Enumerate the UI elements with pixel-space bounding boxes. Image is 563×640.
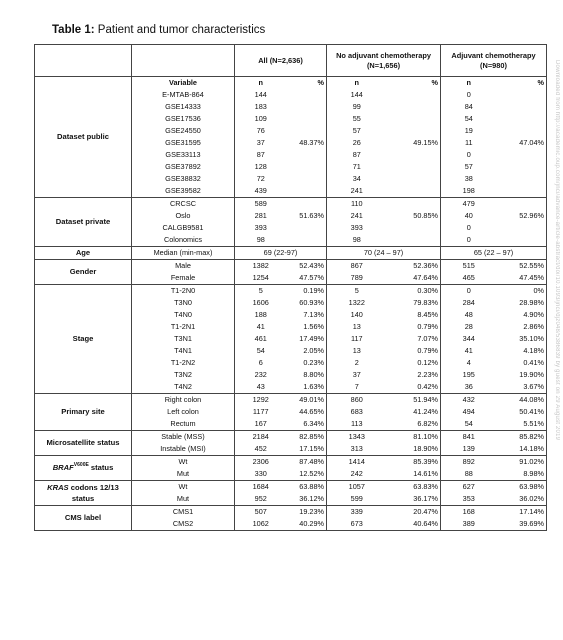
all-n-cell: 330 [235, 468, 287, 481]
table-row [35, 456, 547, 469]
noadj-pct-cell [387, 198, 441, 211]
variable-cell: GSE17536 [132, 113, 235, 125]
adj-n-cell: 0 [466, 150, 471, 159]
adj-pct-cell [497, 161, 547, 173]
adj-n-cell: 494 [462, 407, 475, 416]
adj-n-cell: 54 [441, 418, 497, 431]
noadj-n-cell: 55 [352, 114, 361, 123]
adj-pct-cell [497, 113, 547, 125]
variable-cell: GSE38832 [132, 173, 235, 185]
all-median-cell: 69 (22-97) [235, 247, 327, 260]
all-pct-cell [287, 234, 327, 247]
noadj-n-cell: 140 [350, 310, 363, 319]
variable-cell: GSE31595 [132, 137, 235, 149]
all-pct-cell [287, 101, 327, 113]
noadj-pct-cell [387, 149, 441, 161]
all-n-cell: 507 [235, 506, 287, 519]
variable-cell: CALGB9581 [132, 222, 235, 234]
variable-cell: Median (min-max) [132, 247, 235, 260]
noadj-pct-cell [387, 89, 441, 101]
noadj-pct-cell: 0.79% [387, 321, 441, 333]
variable-cell: Female [132, 272, 235, 285]
adj-pct-cell: 28.98% [519, 298, 545, 307]
adj-pct-cell [497, 185, 547, 198]
adj-pct-cell: 44.08% [497, 394, 547, 407]
variable-cell: CMS2 [132, 518, 235, 531]
noadj-pct-cell: 36.17% [387, 493, 441, 506]
noadj-pct-cell [387, 113, 441, 125]
noadj-n-cell: 110 [327, 198, 387, 211]
noadj-pct-cell [387, 185, 441, 198]
kras-status: status [71, 494, 95, 503]
all-n-cell: 37 [256, 138, 265, 147]
noadj-n-cell: 87 [352, 150, 361, 159]
all-n-cell: 232 [254, 370, 267, 379]
variable-cell: Rectum [132, 418, 235, 431]
variable-cell: T3N2 [132, 369, 235, 381]
variable-cell: Male [132, 260, 235, 273]
group-label-stage: Stage [35, 285, 132, 394]
noadj-pct-cell: 8.45% [387, 309, 441, 321]
noadj-pct-cell: 7.07% [387, 333, 441, 345]
noadj-pct-cell: 0.30% [387, 285, 441, 298]
header-adjuvant: Adjuvant chemotherapy (N=980) [441, 45, 547, 77]
adj-pct-cell: 8.98% [497, 468, 547, 481]
variable-cell: T1-2N1 [132, 321, 235, 333]
variable-cell: Wt [132, 456, 235, 469]
noadj-pct-cell: 0.42% [387, 381, 441, 394]
column-header-row [35, 45, 547, 77]
all-n-cell: 1177 [252, 407, 269, 416]
adj-n-cell: 892 [441, 456, 497, 469]
all-pct-cell: 44.65% [287, 406, 327, 418]
noadj-n-cell: 789 [327, 272, 387, 285]
table-row [35, 506, 547, 519]
noadj-n-cell: 242 [327, 468, 387, 481]
noadj-n-cell: 57 [352, 126, 361, 135]
adj-n-cell: 84 [464, 102, 473, 111]
adj-pct-cell: 3.67% [497, 381, 547, 394]
kras-codons: codons 12/13 [68, 483, 119, 492]
noadj-n-cell: 683 [350, 407, 363, 416]
noadj-n-cell: 241 [350, 211, 363, 220]
noadj-pct-cell: 2.23% [387, 369, 441, 381]
adj-pct-cell [497, 101, 547, 113]
patient-tumor-table [34, 44, 547, 531]
adj-n-cell: 195 [462, 370, 475, 379]
variable-cell: GSE33113 [132, 149, 235, 161]
all-n-cell: 5 [235, 285, 287, 298]
all-pct-cell [287, 161, 327, 173]
group-label-braf [35, 456, 132, 481]
variable-cell: Oslo [132, 210, 235, 222]
variable-cell: Left colon [132, 406, 235, 418]
adj-n-cell: 0 [441, 234, 497, 247]
all-n-cell: 128 [254, 162, 267, 171]
adj-pct-cell: 52.55% [497, 260, 547, 273]
group-label-gender: Gender [35, 260, 132, 285]
noadj-n-cell: 37 [352, 370, 361, 379]
variable-cell: E-MTAB-864 [132, 89, 235, 101]
group-label-dataset-public: Dataset public [35, 77, 132, 198]
all-n-cell: 952 [235, 493, 287, 506]
all-n-cell: 144 [254, 90, 267, 99]
all-pct-cell [287, 198, 327, 211]
all-pct-cell: 48.37% [287, 137, 327, 149]
adj-pct-cell: 4.18% [523, 346, 545, 355]
all-pct-cell [287, 149, 327, 161]
noadj-n-cell: 144 [350, 90, 363, 99]
noadj-n-cell: 7 [327, 381, 387, 394]
n-header: n [441, 77, 497, 90]
noadj-n-cell: 2 [354, 358, 359, 367]
adj-n-cell: 54 [464, 114, 473, 123]
adj-pct-cell: 39.69% [497, 518, 547, 531]
all-n-cell: 1254 [235, 272, 287, 285]
noadj-pct-cell: 18.90% [387, 443, 441, 456]
adj-n-cell: 353 [441, 493, 497, 506]
all-n-cell: 183 [254, 102, 267, 111]
noadj-n-cell: 241 [327, 185, 387, 198]
adj-pct-cell: 47.45% [497, 272, 547, 285]
all-n-cell: 188 [254, 310, 267, 319]
noadj-pct-cell [387, 101, 441, 113]
all-pct-cell [287, 222, 327, 234]
adj-n-cell: 0 [466, 223, 471, 232]
noadj-n-cell: 1057 [327, 481, 387, 494]
adj-n-cell: 515 [441, 260, 497, 273]
adj-n-cell: 139 [441, 443, 497, 456]
adj-n-cell: 627 [441, 481, 497, 494]
variable-cell: GSE24550 [132, 125, 235, 137]
variable-cell: T4N2 [132, 381, 235, 394]
all-n-cell: 6 [258, 358, 263, 367]
all-pct-cell [287, 173, 327, 185]
table-row [35, 247, 547, 260]
adj-n-cell: 41 [464, 346, 473, 355]
noadj-pct-cell: 85.39% [387, 456, 441, 469]
noadj-pct-cell: 41.24% [387, 406, 441, 418]
noadj-median-cell: 70 (24 – 97) [327, 247, 441, 260]
adj-pct-cell [497, 222, 547, 234]
braf-suffix: status [88, 463, 114, 472]
all-pct-cell [287, 89, 327, 101]
noadj-pct-cell: 47.64% [387, 272, 441, 285]
braf-mutation: V600E [73, 462, 89, 468]
noadj-n-cell: 599 [327, 493, 387, 506]
n-header: n [327, 77, 387, 90]
all-pct-cell: 60.93% [287, 297, 327, 309]
all-pct-cell: 0.23% [287, 357, 327, 369]
all-pct-cell: 6.34% [287, 418, 327, 431]
all-n-cell: 54 [256, 346, 265, 355]
group-label-dataset-private: Dataset private [35, 198, 132, 247]
adj-pct-cell [497, 149, 547, 161]
variable-cell: Right colon [132, 394, 235, 407]
adj-pct-cell [497, 234, 547, 247]
adj-n-cell: 88 [441, 468, 497, 481]
adj-n-cell: 38 [464, 174, 473, 183]
variable-cell: T3N1 [132, 333, 235, 345]
all-n-cell: 1382 [235, 260, 287, 273]
adj-n-cell: 284 [462, 298, 475, 307]
adj-pct-cell [497, 173, 547, 185]
all-pct-cell: 1.56% [287, 321, 327, 333]
noadj-pct-cell [387, 222, 441, 234]
noadj-pct-cell: 40.64% [387, 518, 441, 531]
noadj-pct-cell: 50.85% [387, 210, 441, 222]
noadj-pct-cell: 20.47% [387, 506, 441, 519]
noadj-n-cell: 13 [352, 346, 361, 355]
variable-cell: Mut [132, 493, 235, 506]
adj-n-cell: 4 [466, 358, 471, 367]
all-pct-cell: 17.49% [287, 333, 327, 345]
adj-pct-cell: 47.04% [519, 138, 545, 147]
adj-pct-cell: 0.41% [523, 358, 545, 367]
adj-median-cell: 65 (22 – 97) [441, 247, 547, 260]
all-pct-cell: 87.48% [287, 456, 327, 469]
adj-n-cell: 48 [464, 310, 473, 319]
all-n-cell: 1684 [235, 481, 287, 494]
group-label-cms: CMS label [35, 506, 132, 531]
all-n-cell: 393 [254, 223, 267, 232]
variable-cell: T3N0 [132, 297, 235, 309]
table-row [35, 431, 547, 444]
table-body [35, 77, 547, 531]
noadj-n-cell: 1322 [348, 298, 365, 307]
variable-cell: Stable (MSS) [132, 431, 235, 444]
noadj-pct-cell: 63.83% [387, 481, 441, 494]
noadj-n-cell: 26 [352, 138, 361, 147]
noadj-n-cell: 339 [327, 506, 387, 519]
adj-pct-cell [497, 89, 547, 101]
braf-gene: BRAF [52, 463, 74, 472]
adj-pct-cell: 2.86% [523, 322, 545, 331]
noadj-pct-cell [387, 173, 441, 185]
variable-cell: GSE37892 [132, 161, 235, 173]
all-n-cell: 167 [235, 418, 287, 431]
all-n-cell: 87 [256, 150, 265, 159]
adj-n-cell: 479 [441, 198, 497, 211]
adj-n-cell: 40 [464, 211, 473, 220]
table-row [35, 198, 547, 211]
group-label-primary-site: Primary site [35, 394, 132, 431]
noadj-pct-cell: 0.12% [387, 357, 441, 369]
adj-n-cell: 389 [441, 518, 497, 531]
noadj-n-cell: 867 [327, 260, 387, 273]
group-label-msi: Microsatellite status [35, 431, 132, 456]
all-n-cell: 452 [235, 443, 287, 456]
table-title-prefix: Table 1: [52, 24, 95, 36]
adj-n-cell: 11 [464, 138, 473, 147]
adj-n-cell: 0 [441, 285, 497, 298]
adj-n-cell: 465 [441, 272, 497, 285]
adj-n-cell: 432 [441, 394, 497, 407]
adj-pct-cell: 0% [497, 285, 547, 298]
noadj-n-cell: 673 [327, 518, 387, 531]
noadj-n-cell: 313 [327, 443, 387, 456]
noadj-pct-cell: 49.15% [387, 137, 441, 149]
table-title [52, 24, 265, 36]
all-pct-cell: 63.88% [287, 481, 327, 494]
all-n-cell: 1062 [235, 518, 287, 531]
all-n-cell: 461 [254, 334, 267, 343]
variable-cell: Mut [132, 468, 235, 481]
adj-pct-cell: 91.02% [497, 456, 547, 469]
adj-pct-cell: 85.82% [497, 431, 547, 444]
all-pct-cell [287, 125, 327, 137]
adj-pct-cell: 14.18% [497, 443, 547, 456]
table-row [35, 77, 547, 90]
adj-n-cell: 19 [464, 126, 473, 135]
all-pct-cell: 51.63% [287, 210, 327, 222]
pct-header: % [387, 77, 441, 90]
adj-pct-cell: 35.10% [519, 334, 545, 343]
variable-cell: T4N0 [132, 309, 235, 321]
variable-cell: CMS1 [132, 506, 235, 519]
noadj-n-cell: 98 [327, 234, 387, 247]
all-pct-cell [287, 185, 327, 198]
group-label-age: Age [35, 247, 132, 260]
adj-pct-cell: 5.51% [497, 418, 547, 431]
table-row [35, 481, 547, 494]
adj-pct-cell [497, 198, 547, 211]
all-pct-cell: 52.43% [287, 260, 327, 273]
noadj-n-cell: 860 [327, 394, 387, 407]
pct-header: % [287, 77, 327, 90]
all-pct-cell: 7.13% [287, 309, 327, 321]
noadj-n-cell: 117 [350, 334, 363, 343]
download-watermark: Downloaded from http://academic.oup.com/jnci/advance-article-abstract/doi/10.1093/jnci/djz048/5386839 by guest on 29 August 2019 [554, 60, 560, 441]
noadj-pct-cell: 0.79% [387, 345, 441, 357]
all-n-cell: 109 [254, 114, 267, 123]
adj-pct-cell: 50.41% [519, 407, 545, 416]
all-n-cell: 1606 [252, 298, 269, 307]
adj-pct-cell: 17.14% [497, 506, 547, 519]
all-n-cell: 72 [256, 174, 265, 183]
adj-n-cell: 198 [441, 185, 497, 198]
noadj-n-cell: 1414 [327, 456, 387, 469]
all-pct-cell: 49.01% [287, 394, 327, 407]
all-pct-cell: 1.63% [287, 381, 327, 394]
noadj-pct-cell [387, 234, 441, 247]
all-pct-cell: 19.23% [287, 506, 327, 519]
variable-cell: CRCSC [132, 198, 235, 211]
all-pct-cell [287, 113, 327, 125]
all-n-cell: 2184 [235, 431, 287, 444]
variable-cell: T4N1 [132, 345, 235, 357]
all-n-cell: 43 [235, 381, 287, 394]
noadj-pct-cell: 51.94% [387, 394, 441, 407]
all-n-cell: 589 [235, 198, 287, 211]
variable-cell: Instable (MSI) [132, 443, 235, 456]
variable-header: Variable [132, 77, 235, 90]
header-no-adjuvant: No adjuvant chemotherapy (N=1,656) [327, 45, 441, 77]
table-row [35, 394, 547, 407]
noadj-n-cell: 1343 [327, 431, 387, 444]
adj-n-cell: 344 [462, 334, 475, 343]
adj-n-cell: 28 [464, 322, 473, 331]
all-n-cell: 439 [235, 185, 287, 198]
all-pct-cell: 12.52% [287, 468, 327, 481]
adj-pct-cell: 4.90% [523, 310, 545, 319]
noadj-n-cell: 34 [352, 174, 361, 183]
all-pct-cell: 17.15% [287, 443, 327, 456]
noadj-pct-cell: 79.83% [387, 297, 441, 309]
noadj-pct-cell: 81.10% [387, 431, 441, 444]
adj-pct-cell: 36.02% [497, 493, 547, 506]
noadj-n-cell: 13 [352, 322, 361, 331]
all-pct-cell: 8.80% [287, 369, 327, 381]
group-label-kras [35, 481, 132, 506]
all-n-cell: 1292 [235, 394, 287, 407]
adj-pct-cell: 63.98% [497, 481, 547, 494]
table-row [35, 285, 547, 298]
noadj-pct-cell: 14.61% [387, 468, 441, 481]
variable-cell: Colonomics [132, 234, 235, 247]
variable-cell: T1-2N2 [132, 357, 235, 369]
all-n-cell: 281 [254, 211, 267, 220]
all-n-cell: 2306 [235, 456, 287, 469]
variable-cell: GSE39582 [132, 185, 235, 198]
header-all: All (N=2,636) [235, 45, 327, 77]
adj-pct-cell: 52.96% [519, 211, 545, 220]
all-pct-cell: 47.57% [287, 272, 327, 285]
noadj-pct-cell [387, 125, 441, 137]
all-pct-cell: 2.05% [287, 345, 327, 357]
noadj-n-cell: 99 [352, 102, 361, 111]
all-n-cell: 98 [235, 234, 287, 247]
noadj-pct-cell: 6.82% [387, 418, 441, 431]
variable-cell: GSE14333 [132, 101, 235, 113]
kras-gene: KRAS [47, 483, 69, 492]
table-title-text: Patient and tumor characteristics [94, 24, 266, 36]
adj-n-cell: 36 [441, 381, 497, 394]
all-pct-cell: 82.85% [287, 431, 327, 444]
noadj-n-cell: 113 [327, 418, 387, 431]
all-pct-cell: 36.12% [287, 493, 327, 506]
n-header: n [235, 77, 287, 90]
noadj-pct-cell [387, 161, 441, 173]
noadj-n-cell: 5 [327, 285, 387, 298]
adj-n-cell: 168 [441, 506, 497, 519]
adj-pct-cell [497, 125, 547, 137]
variable-cell: Wt [132, 481, 235, 494]
all-n-cell: 76 [256, 126, 265, 135]
table-row [35, 260, 547, 273]
pct-header: % [497, 77, 547, 90]
adj-pct-cell: 19.90% [519, 370, 545, 379]
all-pct-cell: 40.29% [287, 518, 327, 531]
adj-n-cell: 841 [441, 431, 497, 444]
variable-cell: T1-2N0 [132, 285, 235, 298]
noadj-n-cell: 393 [350, 223, 363, 232]
adj-n-cell: 57 [464, 162, 473, 171]
adj-n-cell: 0 [466, 90, 471, 99]
all-pct-cell: 0.19% [287, 285, 327, 298]
all-n-cell: 41 [256, 322, 265, 331]
noadj-n-cell: 71 [352, 162, 361, 171]
noadj-pct-cell: 52.36% [387, 260, 441, 273]
